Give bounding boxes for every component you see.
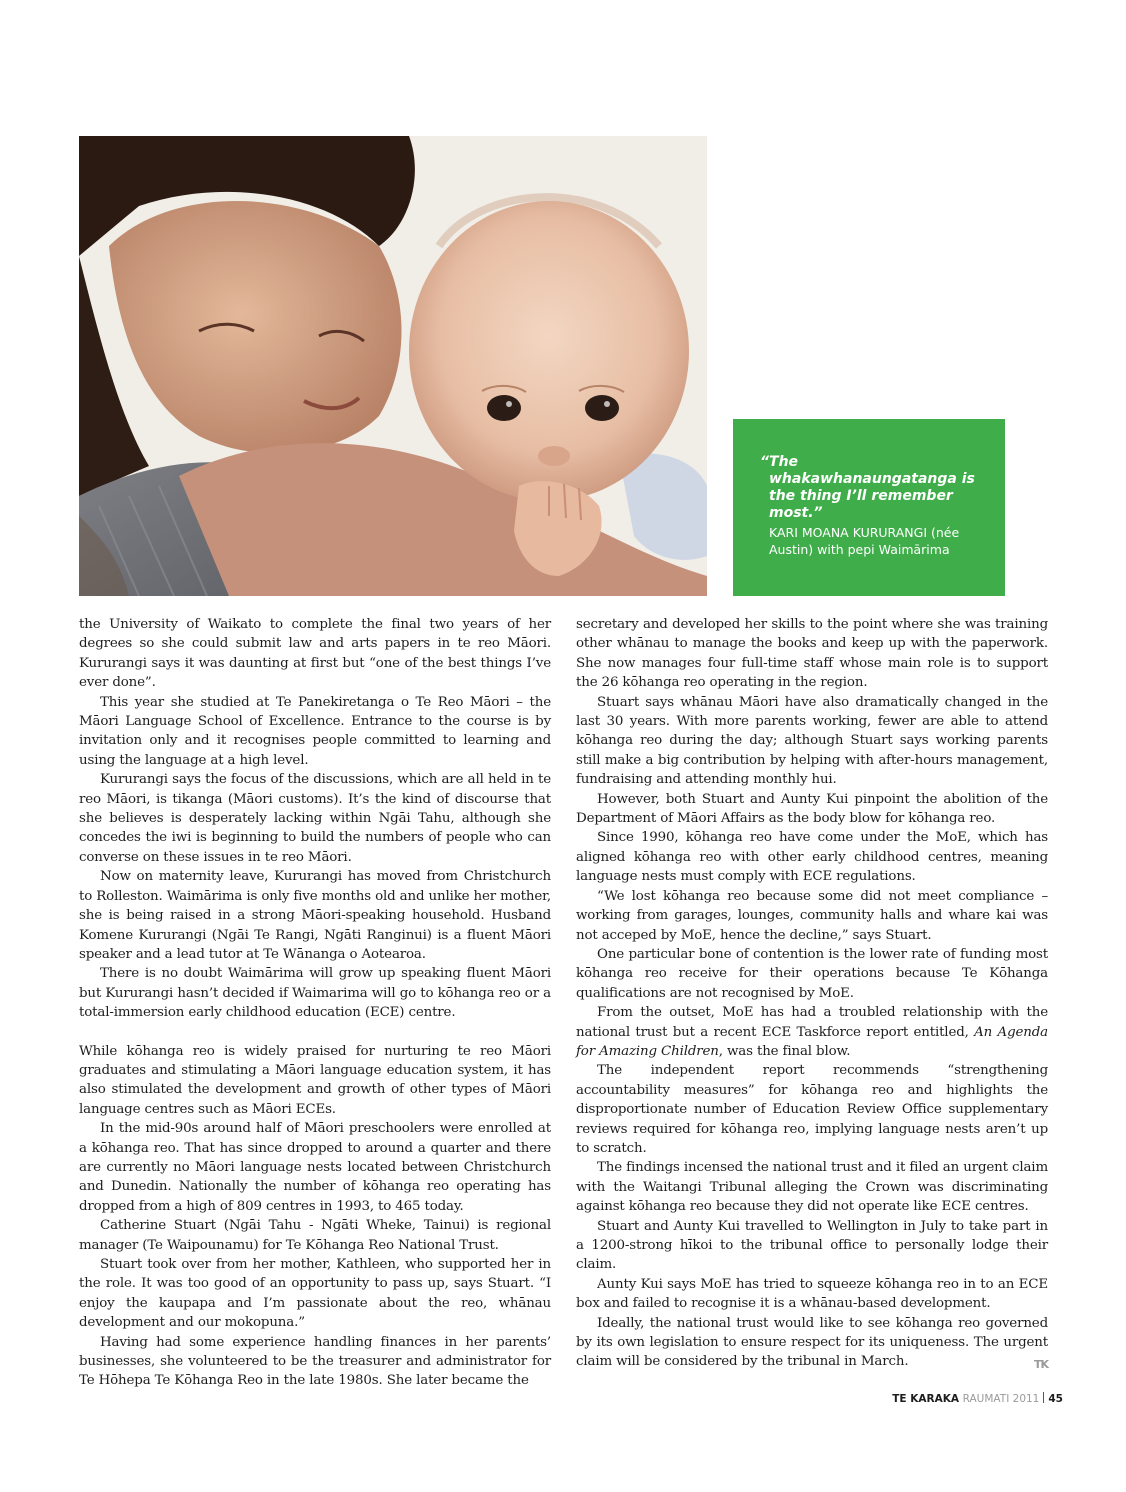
paragraph: Catherine Stuart (Ngāi Tahu - Ngāti Wheke, Tainui) is regional manager (Te Waipounamu) for Te Kōhanga Reo National Trust. — [79, 1218, 551, 1253]
paragraph: Stuart says whānau Māori have also dramatically changed in the last 30 years. With more parents working, fewer are able to attend kōhanga reo during the day; although Stuart says working parents still make a big contribution by helping with after-hours management, fundraising and attending monthly hui. — [576, 694, 1048, 788]
paragraph: One particular bone of contention is the lower rate of funding most kōhanga reo receive for their operations because Te Kōhanga qualifications are not recognised by MoE. — [576, 946, 1048, 1001]
paragraph — [576, 1314, 1048, 1372]
mother-and-baby-photo — [79, 136, 707, 596]
paragraph: secretary and developed her skills to the point where she was training other whānau to manage the books and keep up with the paperwork. She now manages four full-time staff whose main role is to support the 26 kōhanga reo operating in the region. — [576, 617, 1048, 691]
paragraph: While kōhanga reo is widely praised for nurturing te reo Māori graduates and stimulating a Māori language education system, it has also stimulated the development and growth of other types of Māori language centres such as Māori ECEs. — [79, 1043, 551, 1117]
right-column — [576, 615, 1048, 1375]
paragraph: The findings incensed the national trust and it filed an urgent claim with the Waitangi Tribunal alleging the Crown was discriminating against kōhanga reo because they did not operate like ECE centres. — [576, 1160, 1048, 1215]
paragraph: Stuart took over from her mother, Kathleen, who supported her in the role. It was too good of an opportunity to pass up, says Stuart. “I enjoy the kaupapa and I’m passionate about the reo, whānau development and our mokopuna.” — [79, 1257, 551, 1331]
left-column — [79, 615, 551, 1391]
photo-caption: KARI MOANA KURURANGI (née Austin) with pepi Waimārima — [769, 525, 960, 557]
paragraph: “We lost kōhanga reo because some did not meet compliance – working from garages, lounges, community halls and whare kai was not acceped by MoE, hence the decline,” says Stuart. — [576, 888, 1048, 943]
paragraph: This year she studied at Te Panekiretanga o Te Reo Māori – the Māori Language School of Excellence. Entrance to the course is by invitation only and it recognises people committed to learning and using the language at a high level. — [79, 694, 551, 768]
pull-quote-box — [733, 419, 1005, 596]
issue-label: RAUMATI 2011 — [962, 1393, 1040, 1405]
report-title: An Agenda for Amazing Children — [576, 1024, 1048, 1059]
paragraph: In the mid-90s around half of Māori preschoolers were enrolled at a kōhanga reo. That has since dropped to around a quarter and there are currently no Māori language nests located between Christchurch and Dunedin. Nationally the number of kōhanga reo operating has dropped from a high of 809 centres in 1993, to 465 today. — [79, 1121, 551, 1214]
paragraph-text: From the outset, MoE has had a troubled relationship with the national trust but a recent ECE Taskforce report entitled, — [576, 1005, 1048, 1040]
paragraph: Kururangi says the focus of the discussions, which are all held in te reo Māori, is tikanga (Māori customs). It’s the kind of discourse that she believes is desperately lacking within Ngāi Tahu, although she concedes the iwi is beginning to build the numbers of people who can converse on these issues in te reo Māori. — [79, 772, 551, 865]
paragraph: Stuart and Aunty Kui travelled to Wellington in July to take part in a 1200-strong hīkoi to the tribunal office to personally lodge their claim. — [576, 1218, 1048, 1273]
page-footer — [892, 1392, 1063, 1405]
pull-quote: “The whakawhanaungatanga is the thing I’ll remember most.” — [760, 454, 975, 521]
paragraph: the University of Waikato to complete the final two years of her degrees so she could submit law and arts papers in te reo Māori. Kururangi says it was daunting at first but “one of the best things I’ve ever done”. — [79, 617, 551, 691]
footer-divider — [1043, 1392, 1044, 1403]
paragraph-text: , was the final blow. — [718, 1043, 851, 1059]
paragraph: Now on maternity leave, Kururangi has moved from Christchurch to Rolleston. Waimārima is only five months old and unlike her mother, she is being raised in a strong Māori-speaking household. Husband Komene Kururangi (Ngāi Te Rangi, Ngāti Ranginui) is a fluent Māori speaker and a lead tutor at Te Wānanga o Aotearoa. — [79, 869, 551, 962]
end-mark-icon: TK — [1033, 1358, 1048, 1372]
magazine-name: TE KARAKA — [892, 1393, 959, 1405]
paragraph: The independent report recommends “strengthening accountability measures” for kōhanga reo and highlights the disproportionate number of Education Review Office supplementary reviews required for kōhanga reo, implying language nests aren’t up to scratch. — [576, 1063, 1048, 1156]
page-number: 45 — [1048, 1393, 1063, 1405]
paragraph: There is no doubt Waimārima will grow up speaking fluent Māori but Kururangi hasn’t decided if Waimarima will go to kōhanga reo or a total-immersion early childhood education (ECE) centre. — [79, 966, 551, 1021]
paragraph: Having had some experience handling finances in her parents’ businesses, she volunteered to be the treasurer and administrator for Te Hōhepa Te Kōhanga Reo in the late 1980s. She later became the — [79, 1334, 551, 1389]
paragraph: However, both Stuart and Aunty Kui pinpoint the abolition of the Department of Māori Affairs as the body blow for kōhanga reo. — [576, 791, 1048, 827]
paragraph — [576, 1003, 1048, 1061]
paragraph: Since 1990, kōhanga reo have come under the MoE, which has aligned kōhanga reo with other early childhood centres, meaning language nests must comply with ECE regulations. — [576, 830, 1048, 885]
paragraph-text: Ideally, the national trust would like to see kōhanga reo governed by its own legislation to ensure respect for its uniqueness. The urgent claim will be considered by the tribunal in March. — [576, 1315, 1048, 1370]
paragraph: Aunty Kui says MoE has tried to squeeze kōhanga reo in to an ECE box and failed to recognise it is a whānau-based development. — [576, 1276, 1048, 1312]
